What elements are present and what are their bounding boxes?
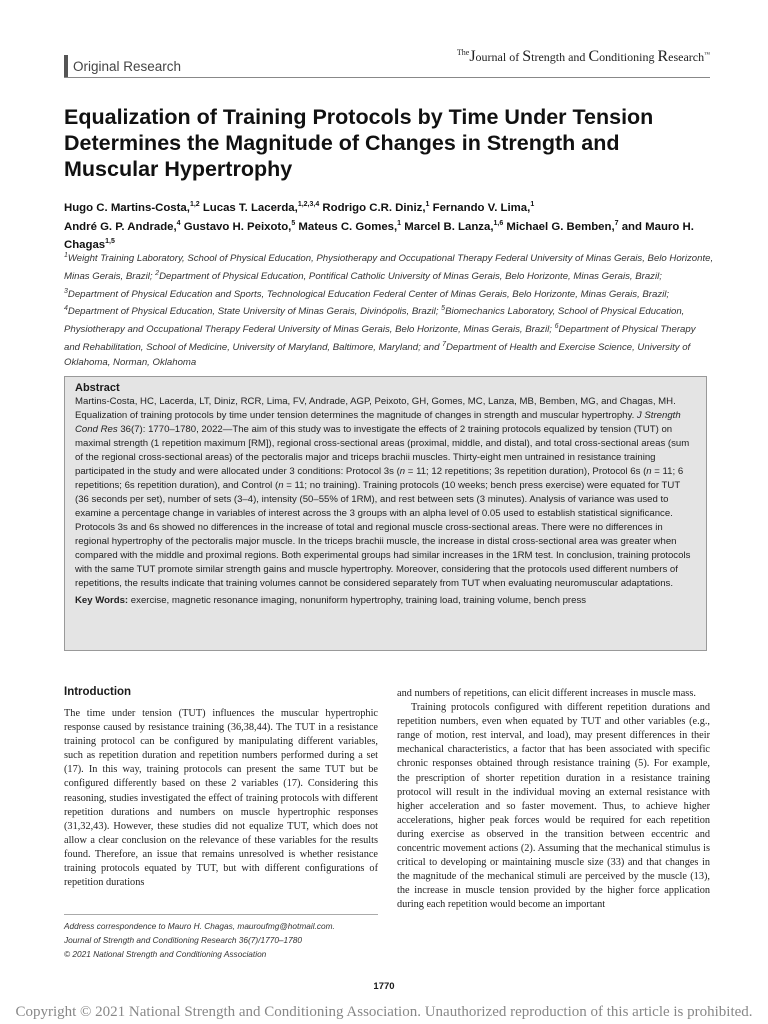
body-paragraph: The time under tension (TUT) influences the muscular hypertrophic response caused by resistance training (36,38,44). The TUT in a resistance training protocol can be configured by manipulating different variables, such as repetition duration and repetition numbers performed during a set (17). In this way, training protocols can present the same TUT but be configured differently based on these 2 variables (17). Considering this reasoning, studies investigated the effect of training protocols with different repetition durations and numbers on muscle hypertrophic responses (31,32,43). However, these studies did not equalize TUT, which does not allow a clear conclusion on the relevance of these variables for the results found. Therefore, an issue that remains unresolved is whether resistance training protocols equated by TUT, but with different configurations of repetition durations (64, 708, 378, 889)
journal-name: $^{The}$Journal of Strength and Conditioning Research™ (456, 48, 710, 65)
author-list (64, 197, 714, 253)
author: Rodrigo C.R. Diniz,$^1$ (319, 201, 430, 214)
author: Gustavo H. Peixoto,$^5$ (180, 219, 296, 233)
author: Marcel B. Lanza,$^{1,6}$ (401, 219, 504, 233)
body-paragraph: Training protocols configured with different repetition durations and repetition numbers, even when equated by TUT and other variables (e.g., range of motion, rest interval, and load), may present differences in their mechanical characteristics, a factor that has been associated with specific chronic responses obtained through resistance training (5). For example, the prescription of shorter repetition duration in a resistance training protocol will result in the individual moving an external resistance with higher acceleration and so faster movement. Thus, to achieve higher accelerations, higher peak forces would be required for each repetition during exercise as observed in the transition between eccentric and concentric movement actions (2). Assuming that the mechanical stimulus is critical to developing or maintaining muscle size (33) and that changes in the magnitude of the mechanical stimuli are perceived by the muscle (13), the increase in muscle tension provided by the higher force application during each repetition would become an important (397, 702, 710, 911)
correspondence-note: Address correspondence to Mauro H. Chagas, mauroufmg@hotmail.com. (64, 921, 335, 931)
body-paragraph: and numbers of repetitions, can elicit different increases in muscle mass. (397, 688, 696, 699)
copyright-banner: Copyright © 2021 National Strength and Conditioning Association. Unauthorized reproduction of this article is prohibited. (15, 1004, 753, 1020)
author: Hugo C. Martins-Costa,$^{1,2}$ (64, 201, 200, 214)
keywords: Key Words: exercise, magnetic resonance imaging, nonuniform hypertrophy, training load, training volume, bench press (75, 595, 587, 606)
author: and Mauro H. Chagas$^{1,5}$ (64, 220, 694, 252)
author: Michael G. Bemben,$^7$ (503, 219, 619, 233)
abstract-text: Martins-Costa, HC, Lacerda, LT, Diniz, RCR, Lima, FV, Andrade, AGP, Peixoto, GH, Gomes, MC, Lanza, MB, Bemben, MG, and Chagas, MH. Equalization of training protocols by time under tension determines the magnitude of changes in strength and muscular hypertrophy. J Strength Cond Res 36(7): 1770–1780, 2022—The aim of this study was to investigate the effects of 2 training protocols equalized by tension (TUT) on maximal strength (1 repetition maximum [RM]), regional cross-sectional areas (proximal, middle, and distal), and total cross-sectional areas (sum of the regional cross-sectional areas) of the pectoralis major and triceps brachii muscles. Thirty-eight men untrained in resistance training participated in the study and were allocated under 3 conditions: Protocol 3s (n = 11; 12 repetitions; 3s repetition duration), Protocol 6s (n = 11; 6 repetitions; 6s repetition duration), and Control (n = 11; no training). Training protocols (10 weeks; bench press exercise) were equated for TUT (36 seconds per set), number of sets (3–4), intensity (50–55% of 1RM), and rest between sets (3 minutes). Analysis of variance was used to examine a percentage change in variables of interest across the 3 groups with an alpha level of 0.05 used to establish statistical significance. Protocols 3s and 6s showed no differences in the increase of total and regional muscle cross-sectional areas. There were no differences in regional hypertrophy of the pectoralis major muscle. In the triceps brachii muscle, the increase in distal cross-sectional area was greater when compared with the middle and proximal regions. Both experimental groups had similar increases in the 1RM test. In conclusion, training protocols with the same TUT promote similar strength gains and muscle hypertrophy. Moreover, considering that the protocols used different numbers of repetitions, the results indicate that training volumes cannot be considered separately from TUT when evaluating neuromuscular adaptations. (75, 396, 691, 589)
header-rule (64, 77, 710, 78)
author: Lucas T. Lacerda,$^{1,2,3,4}$ (199, 201, 320, 214)
page-number: 1770 (373, 981, 395, 992)
article-title: Equalization of Training Protocols by Time Under Tension Determines the Magnitude of Changes in Strength and Muscular Hypertrophy (64, 105, 654, 181)
footnotes (64, 919, 378, 962)
citation-note: Journal of Strength and Conditioning Research 36(7)/1770–1780 (64, 935, 303, 946)
body-column-right (397, 687, 710, 913)
abstract-heading: Abstract (75, 382, 120, 394)
copyright-note: © 2021 National Strength and Conditioning Association (64, 949, 267, 960)
affiliations: $^1$Weight Training Laboratory, School of Physical Education, Physiotherapy and Occupational Therapy Federal University of Minas Gerais, Belo Horizonte, Minas Gerais, Brazil; $^2$Department of Physical Education, Pontifical Catholic University of Minas Gerais, Belo Horizonte, Minas Gerais, Brazil; $^3$Department of Physical Education and Sports, Technological Education Federal Center of Minas Gerais, Belo Horizonte, Minas Gerais, Brazil; $^4$Department of Physical Education, State University of Minas Gerais, Divinópolis, Brazil; $^5$Biomechanics Laboratory, School of Physical Education, Physiotherapy and Occupational Therapy Federal University of Minas Gerais, Belo Horizonte, Minas Gerais, Brazil; $^6$Department of Physical Therapy and Rehabilitation, School of Medicine, University of Maryland, Baltimore, Maryland; and $^7$Department of Health and Exercise Science, University of Oklahoma, Norman, Oklahoma (64, 252, 714, 368)
author: Fernando V. Lima,$^1$ (429, 201, 535, 214)
section-marker-bar (64, 55, 68, 77)
body-column-left (64, 707, 378, 890)
section-label: Original Research (73, 59, 182, 74)
footnote-rule (64, 914, 378, 915)
author: Mateus C. Gomes,$^1$ (295, 219, 402, 233)
author: André G. P. Andrade,$^4$ (64, 219, 181, 233)
abstract-box (64, 376, 707, 651)
section-heading-introduction: Introduction (64, 686, 132, 698)
